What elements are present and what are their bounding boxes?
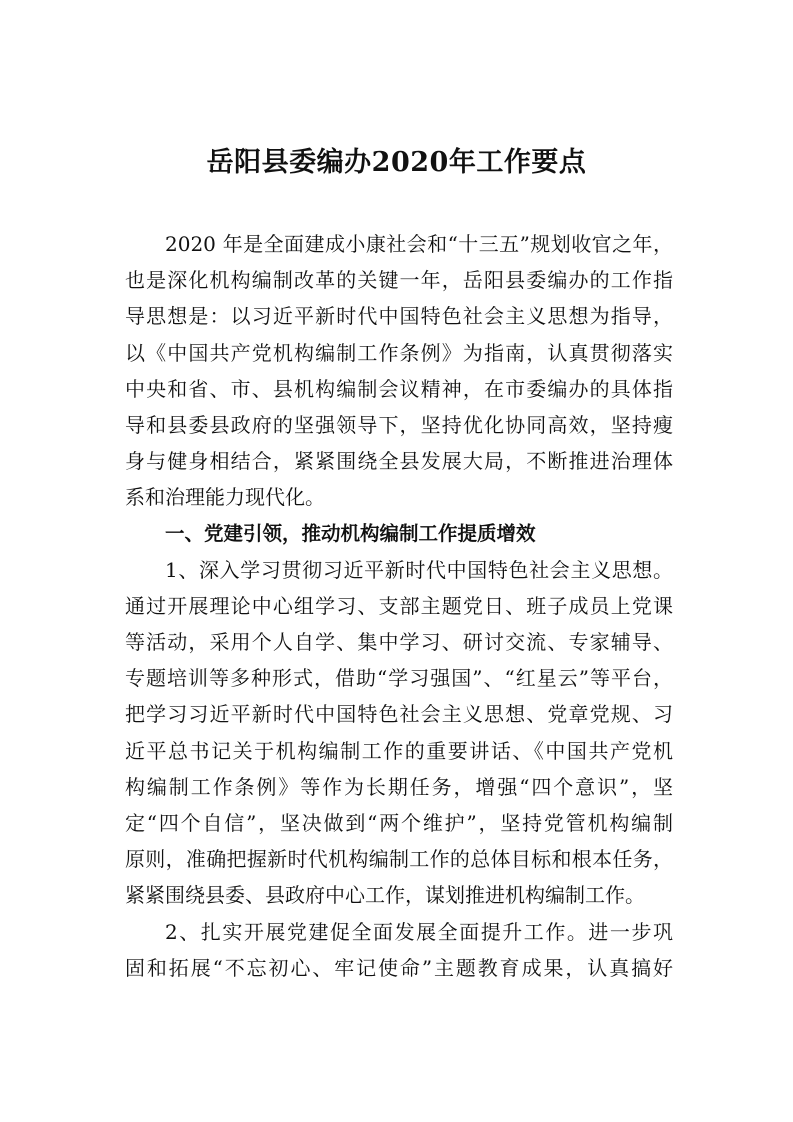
text-line: 2020 年是全面建成小康社会和“十三五”规划收官之年，: [165, 232, 673, 256]
text-line: 通过开展理论中心组学习、支部主题党日、班子成员上党课: [125, 593, 673, 618]
text-line: 身与健身相结合，紧紧围绕全县发展大局，不断推进治理体: [125, 449, 673, 474]
text-line: 原则，准确把握新时代机构编制工作的总体目标和根本任务，: [125, 847, 673, 872]
document-title: 岳阳县委编办2020年工作要点: [206, 147, 587, 178]
text-line: 导思想是：以习近平新时代中国特色社会主义思想为指导，: [125, 304, 673, 329]
text-line: 把学习习近平新时代中国特色社会主义思想、党章党规、习: [125, 702, 673, 727]
text-line: 中央和省、市、县机构编制会议精神，在市委编办的具体指: [125, 376, 673, 401]
text-line: 2、扎实开展党建促全面发展全面提升工作。进一步巩: [165, 919, 673, 944]
section-heading: [125, 516, 673, 552]
text-line: 1、深入学习贯彻习近平新时代中国特色社会主义思想。: [165, 557, 673, 582]
text-line: 定“四个自信”，坚决做到“两个维护”，坚持党管机构编制: [125, 811, 673, 835]
text-line: 近平总书记关于机构编制工作的重要讲话、《中国共产党机: [125, 738, 673, 763]
text-line: 等活动，采用个人自学、集中学习、研讨交流、专家辅导、: [125, 630, 673, 655]
text-line: 构编制工作条例》等作为长期任务，增强“四个意识”，坚: [125, 774, 673, 799]
text-line: 专题培训等多种形式，借助“学习强国”、“红星云”等平台，: [125, 666, 673, 691]
text-line: 紧紧围绕县委、县政府中心工作，谋划推进机构编制工作。: [125, 883, 645, 908]
document-body: [125, 226, 673, 986]
text-line: 一、党建引领，推动机构编制工作提质增效: [165, 521, 536, 545]
paragraph: [125, 226, 673, 516]
text-line: 也是深化机构编制改革的关键一年，岳阳县委编办的工作指: [125, 268, 673, 293]
text-line: 系和治理能力现代化。: [125, 485, 325, 510]
text-line: 导和县委县政府的坚强领导下，坚持优化协同高效，坚持瘦: [125, 412, 673, 437]
paragraph: [125, 914, 673, 986]
text-line: 以《中国共产党机构编制工作条例》为指南，认真贯彻落实: [125, 340, 673, 365]
text-line: 固和拓展“不忘初心、牢记使命”主题教育成果，认真搞好: [125, 955, 673, 980]
paragraph: [125, 552, 673, 914]
